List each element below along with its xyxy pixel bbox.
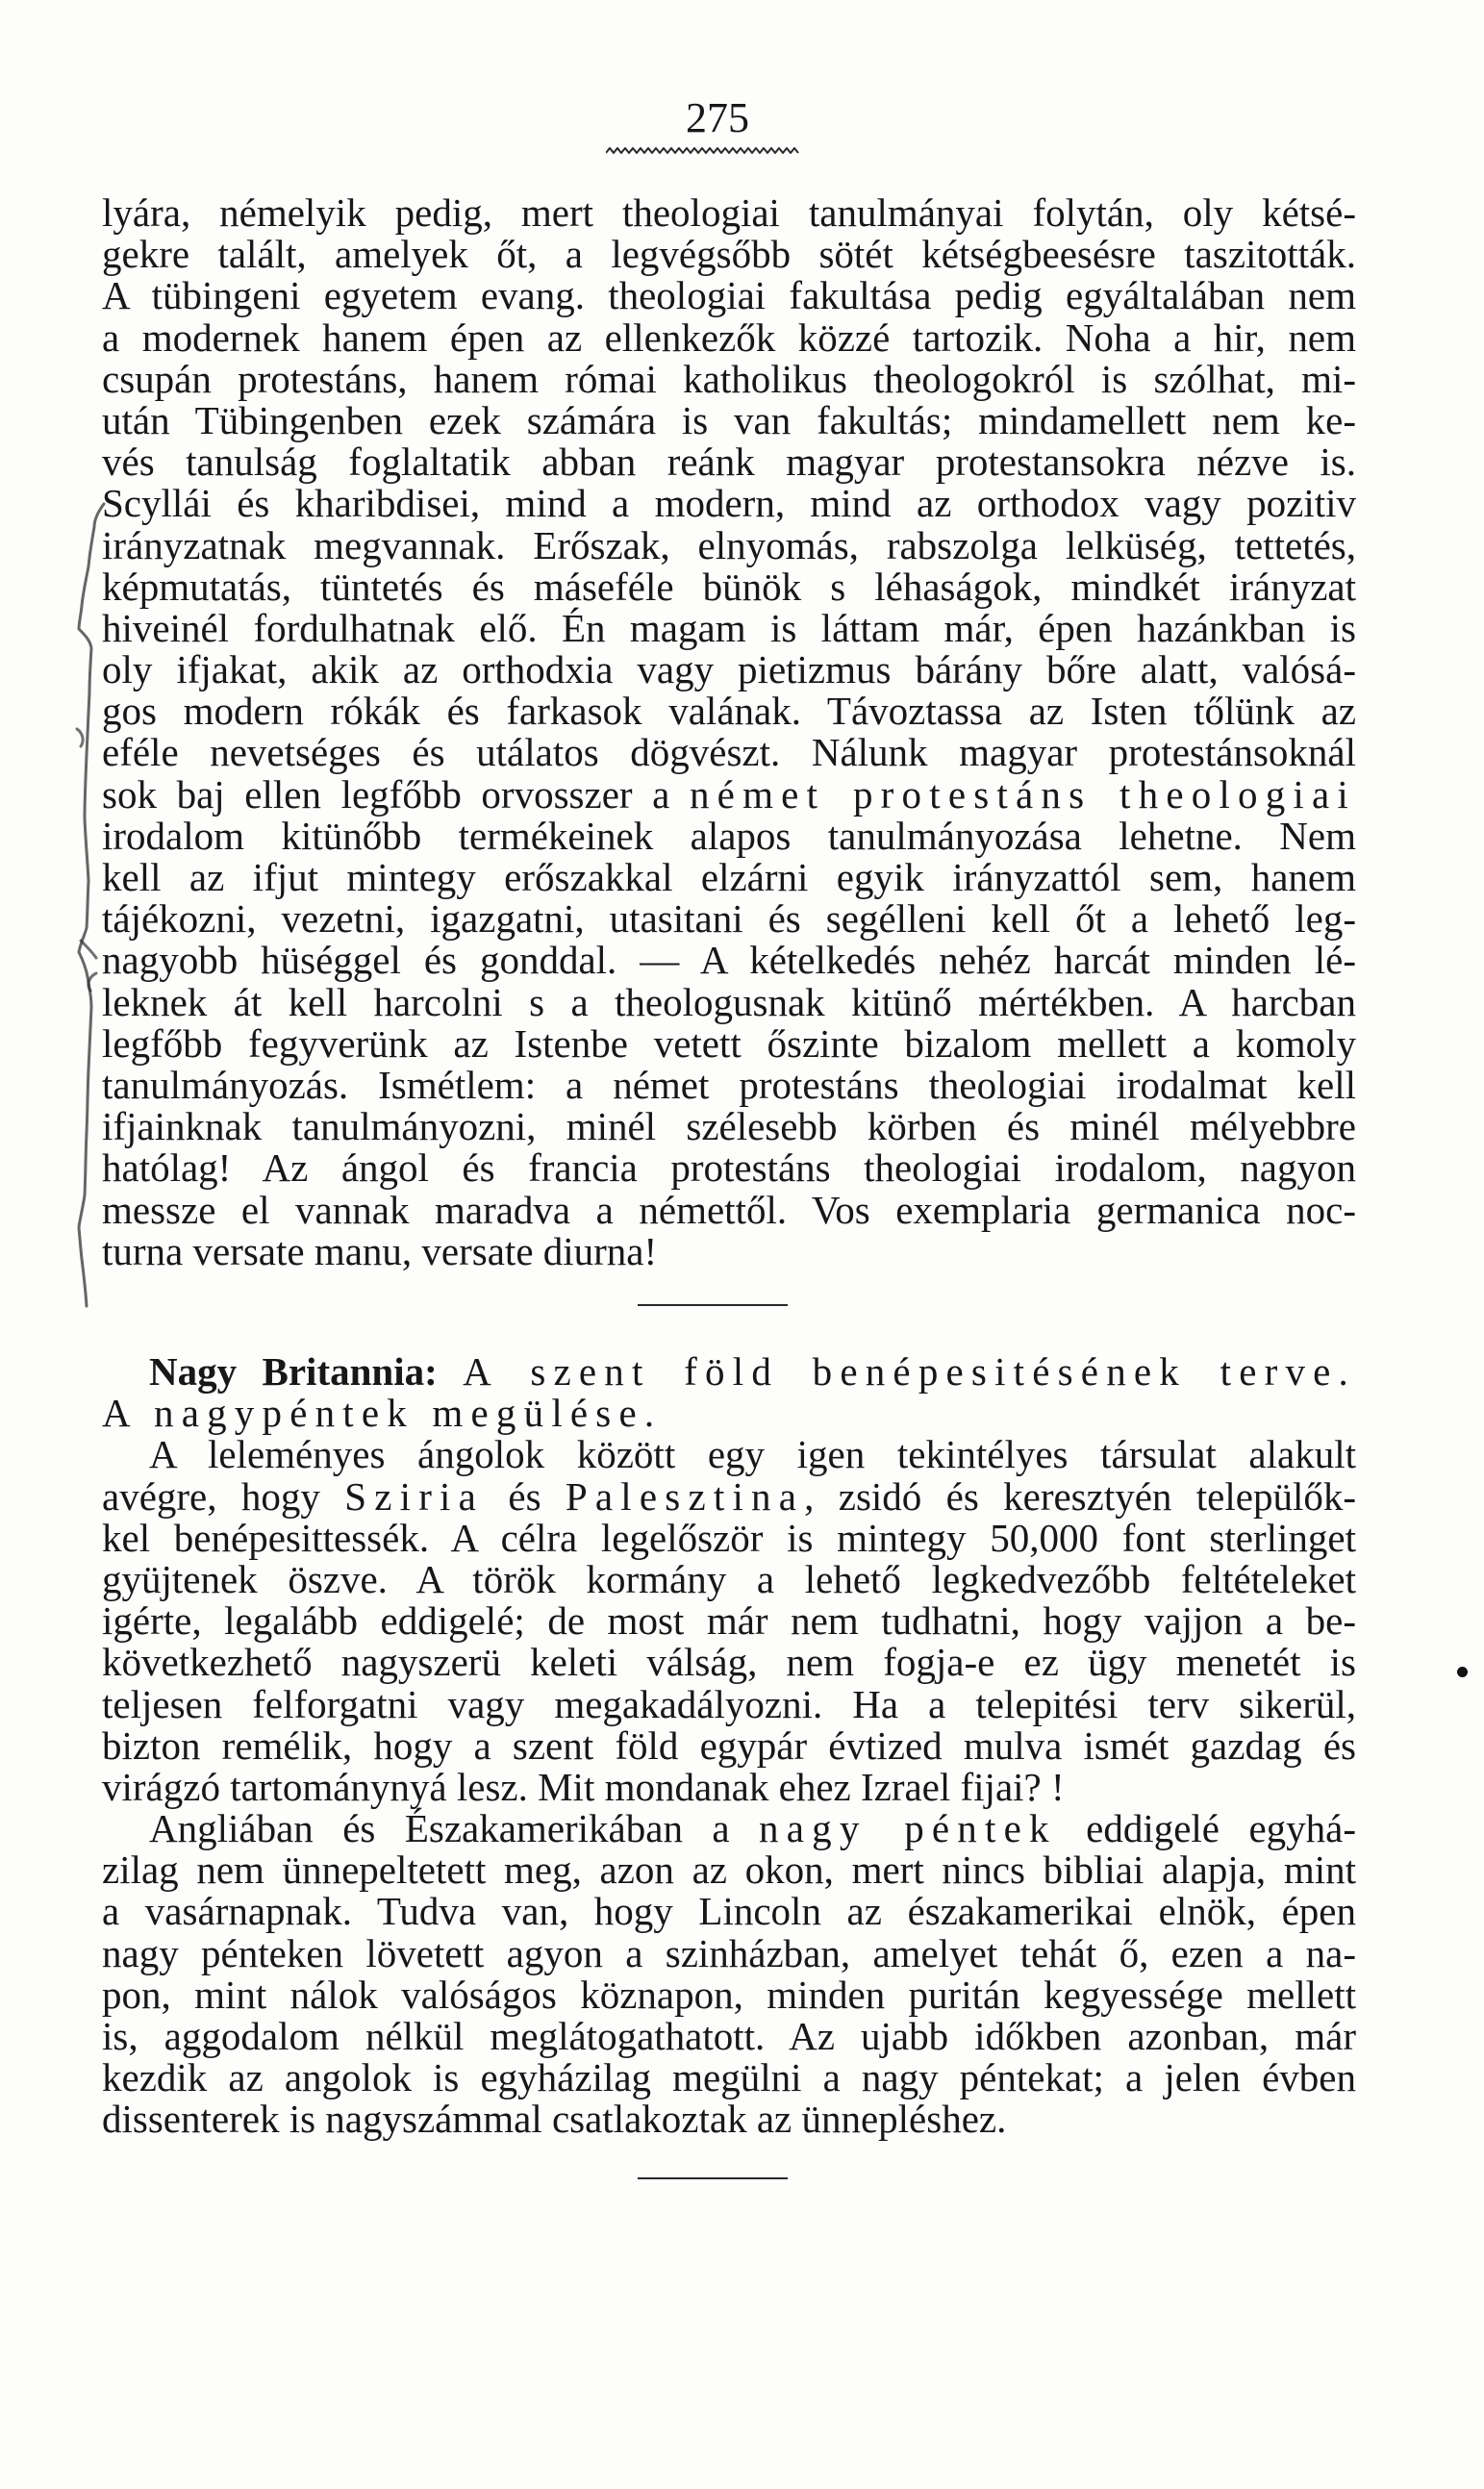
body-text-line: után Tübingenben ezek számára is van fakultás; mindamellett nem ke-	[102, 397, 1356, 442]
news-paragraph	[102, 1434, 1356, 1808]
body-text-line: bizton remélik, hogy a szent föld egypár évtized mulva ismét gazdag és	[102, 1722, 1356, 1768]
spaced-emphasis: nagy péntek	[759, 1806, 1057, 1851]
body-text-line: gyüjtenek öszve. A török kormány a lehető legkedvezőbb feltételeket	[102, 1556, 1356, 1601]
body-text-line: pon, mint nálok valóságos köznapon, minden puritán kegyessége mellett	[102, 1972, 1356, 2017]
body-text-line: turna versate manu, versate diurna!	[102, 1228, 658, 1273]
margin-pencil-mark	[58, 481, 125, 1327]
body-text-line: gos modern rókák és farkasok valának. Távoztassa az Isten tőlünk az	[102, 689, 1356, 734]
news-section	[102, 1351, 1356, 2141]
spaced-emphasis: Palesztina	[565, 1473, 805, 1519]
page-number-ornament	[606, 144, 802, 158]
body-text-line: kell az ifjut mintegy erőszakkal elzárni egyik irányzattól sem, hanem	[102, 855, 1356, 899]
body-text-line: következhető nagyszerü keleti válság, nem fogja-e ez ügy menetét is	[102, 1640, 1356, 1685]
body-text-line: dissenterek is nagyszámmal csatlakoztak az ünnepléshez.	[102, 2097, 1007, 2142]
news-subtitle-line	[102, 1393, 1356, 1434]
body-text-line	[102, 1473, 1356, 1519]
section-divider	[638, 1304, 788, 1306]
body-text-line: igérte, legalább eddigelé; de most már nem tudhatni, hogy vajjon a be-	[102, 1598, 1356, 1644]
body-text-line: ifjainknak tanulmányozni, minél szélesebb körben és minél mélyebbre	[102, 1104, 1356, 1149]
body-text-line: kel benépesittessék. A célra legelőször is mintegy 50,000 font sterlinget	[102, 1515, 1356, 1560]
line-segment: és	[484, 1473, 566, 1519]
ink-dot	[1457, 1667, 1468, 1677]
body-text-line: leknek át kell harcolni s a theologusnak kitünő mértékben. A harcban	[102, 979, 1356, 1024]
body-text-line: gekre talált, amelyek őt, a legvégsőbb sötét kétségbeesésre taszitották.	[102, 232, 1356, 277]
body-text-line: eféle nevetséges és utálatos dögvészt. Nálunk magyar protestánsoknál	[102, 730, 1356, 775]
article-continued-text	[102, 192, 1356, 1272]
body-text-line: Scyllái és kharibdisei, mind a modern, mind az orthodox vagy pozitiv	[102, 481, 1356, 526]
body-text-line: kezdik az angolok is egyházilag megülni a nagy péntekat; a jelen évben	[102, 2055, 1356, 2100]
body-text-line: irodalom kitünőbb termékeinek alapos tanulmányozása lehetne. Nem	[102, 813, 1356, 858]
body-text-line: nagyobb hüséggel és gonddal. — A kételkedés nehéz harcát minden lé-	[102, 938, 1356, 983]
body-text-line: A leleményes ángolok között egy igen tekintélyes társulat alakult	[149, 1432, 1356, 1477]
line-segment: eddigelé egyhá-	[1056, 1806, 1357, 1851]
body-text-line: irányzatnak megvannak. Erőszak, elnyomás, rabszolga lelküség, tettetés,	[102, 522, 1356, 567]
news-subtitle: A nagypéntek megülése.	[102, 1391, 663, 1436]
news-title: A szent föld benépesitésének terve.	[463, 1349, 1356, 1394]
line-segment: Angliában és Északamerikában a	[149, 1806, 760, 1851]
body-text-line: hatólag! Az ángol és francia protestáns theologiai irodalom, nagyon	[102, 1145, 1356, 1191]
news-paragraph	[102, 1808, 1356, 2141]
page-number: 275	[686, 94, 749, 141]
body-text-line: zilag nem ünnepeltetett meg, azon az okon, mert nincs bibliai alapja, mint	[102, 1848, 1356, 1893]
line-segment: , zsidó és keresztyén települők-	[804, 1473, 1356, 1519]
spaced-emphasis: Sziria	[344, 1473, 485, 1519]
body-text-line: tanulmányozás. Ismétlem: a német protestáns theologiai irodalmat kell	[102, 1062, 1356, 1107]
body-text-line: virágzó tartománynyá lesz. Mit mondanak ehez Izrael fijai? !	[102, 1764, 1065, 1809]
body-text-line: a modernek hanem épen az ellenkezők közzé tartozik. Noha a hir, nem	[102, 314, 1356, 360]
body-text-line	[102, 1808, 1356, 1849]
body-text-line: a vasárnapnak. Tudva van, hogy Lincoln az északamerikai elnök, épen	[102, 1889, 1356, 1934]
body-text-line: legfőbb fegyverünk az Istenbe vetett őszinte bizalom mellett a komoly	[102, 1020, 1356, 1066]
body-text-line	[102, 771, 1356, 817]
body-text-line: messze el vannak maradva a némettől. Vos exemplaria germanica noc-	[102, 1187, 1356, 1232]
body-text-line: teljesen felforgatni vagy megakadályozni. Ha a telepitési terv sikerül,	[102, 1681, 1356, 1726]
body-text-line: hiveinél fordulhatnak elő. Én magam is láttam már, épen hazánkban is	[102, 605, 1356, 650]
body-text-line: oly ifjakat, akik az orthodxia vagy pietizmus bárány bőre alatt, valósá-	[102, 647, 1356, 692]
body-text-line: lyára, némelyik pedig, mert theologiai tanulmányai folytán, oly kétsé-	[102, 190, 1356, 235]
section-divider	[638, 2177, 788, 2179]
body-text-line: A tübingeni egyetem evang. theologiai fakultása pedig egyáltalában nem	[102, 273, 1356, 318]
news-country-label: Nagy Britannia:	[149, 1349, 438, 1394]
line-segment: sok baj ellen legfőbb orvosszer a	[102, 771, 690, 817]
body-text-line: is, aggodalom nélkül meglátogathatott. Az ujabb időkben azonban, már	[102, 2014, 1356, 2058]
news-heading	[102, 1351, 1356, 1393]
body-text-line: csupán protestáns, hanem római katholikus theologokról is szólhat, mi-	[102, 356, 1356, 401]
body-text-line: képmutatás, tüntetés és máseféle bünök s léhaságok, mindkét irányzat	[102, 564, 1356, 609]
body-text-line: nagy pénteken lövetett agyon a szinházban, amelyet tehát ő, ezen a na-	[102, 1930, 1356, 1975]
line-segment: avégre, hogy	[102, 1473, 345, 1519]
spaced-emphasis: német protestáns theologiai	[689, 771, 1356, 817]
body-text-line: tájékozni, vezetni, igazgatni, utasitani és segélleni kell őt a lehető leg-	[102, 896, 1356, 942]
body-text-line: vés tanulság foglaltatik abban reánk magyar protestansokra nézve is.	[102, 440, 1356, 485]
